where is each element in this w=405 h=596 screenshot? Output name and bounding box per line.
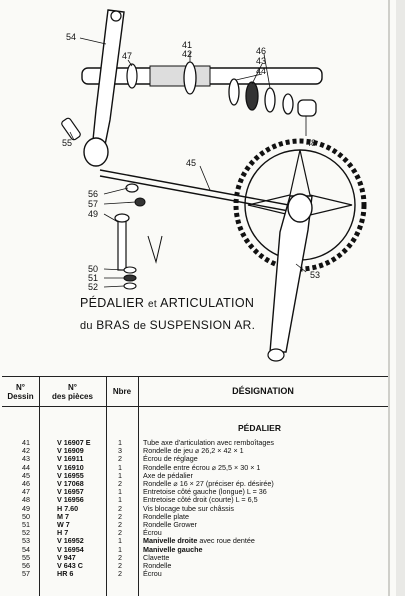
callout-57: 57 [88, 199, 99, 209]
cell-quantity: 1 [118, 470, 122, 480]
cell-quantity: 2 [118, 503, 122, 513]
cell-quantity: 2 [118, 552, 122, 562]
cell-piece-number: V 643 C [57, 561, 83, 570]
table-header-rule [2, 406, 388, 407]
callout-50: 50 [88, 264, 99, 274]
callout-48: 48 [306, 138, 317, 148]
table-top-rule [2, 376, 388, 377]
part-42-washer [283, 94, 293, 114]
designation-text: Entretoise côté droit (courte) L = 6,5 [143, 495, 258, 505]
cell-quantity: 2 [118, 528, 122, 538]
designation-bold: Manivelle gauche [143, 544, 203, 554]
callout-56: 56 [88, 189, 99, 199]
designation-text: Entretoise côté gauche (longue) L = 36 [143, 487, 267, 497]
designation-bold: Manivelle droite [143, 536, 198, 546]
part-57-nut [135, 198, 145, 206]
callout-42: 42 [182, 49, 193, 59]
cell-quantity: 1 [118, 536, 122, 546]
cell-dessin: 45 [22, 470, 30, 480]
callout-45: 45 [186, 158, 197, 168]
part-50-washer [124, 267, 136, 273]
left-crank-boss [84, 138, 108, 166]
callout-46: 46 [256, 46, 267, 56]
cell-piece-number: M 7 [57, 511, 69, 521]
designation-text: Écrou [143, 569, 162, 579]
cell-dessin: 43 [22, 454, 30, 464]
callout-54: 54 [66, 32, 77, 42]
part-52-nut [124, 283, 136, 289]
callout-44: 44 [256, 66, 267, 76]
cell-piece-number: V 16907 E [57, 438, 91, 447]
callout-52: 52 [88, 282, 99, 292]
designation-text: Tube axe d'articulation avec remboîtages [143, 438, 274, 447]
cell-dessin: 42 [22, 446, 30, 456]
cell-quantity: 2 [118, 511, 122, 521]
part-41-washer [184, 62, 196, 94]
title-word-pedalier: PÉDALIER [80, 296, 145, 310]
cell-piece-number: HR 6 [57, 569, 74, 579]
part-51-washer [124, 275, 136, 281]
designation-text: Axe de pédalier [143, 470, 193, 480]
cell-piece-number: V 16911 [57, 454, 84, 464]
section-title: PÉDALIER [238, 423, 281, 433]
cell-dessin: 52 [22, 528, 30, 538]
title-word-du: du [80, 320, 93, 332]
designation-text: Rondelle Grower [143, 520, 197, 529]
callout-41: 41 [182, 40, 193, 50]
cell-piece-number: H 7 [57, 528, 69, 538]
title-word-de: de [133, 320, 147, 332]
cell-dessin: 44 [22, 462, 30, 472]
diagram-title-line1 [80, 296, 254, 310]
cell-dessin: 47 [22, 487, 30, 497]
designation-text: Clavette [143, 552, 170, 562]
cell-quantity: 2 [118, 454, 122, 464]
callout-53: 53 [310, 270, 321, 280]
cell-quantity: 1 [118, 487, 122, 497]
designation-text: Rondelle plate [143, 511, 189, 521]
header-pieces: N° des pièces [52, 383, 93, 401]
cell-designation [143, 570, 162, 578]
designation-text: avec roue dentée [199, 536, 255, 546]
part-43-nut [246, 82, 258, 110]
cell-quantity: 1 [118, 438, 122, 447]
cell-dessin: 41 [22, 438, 30, 447]
right-pedal-hole [268, 349, 284, 361]
tube-shading [150, 66, 210, 86]
cell-dessin: 54 [22, 544, 30, 554]
cell-piece-number: V 16957 [57, 487, 84, 497]
cell-piece-number: V 17068 [57, 479, 84, 488]
part-44-washer [229, 79, 239, 105]
cell-piece-number: V 16955 [57, 470, 84, 480]
part-46-washer [265, 88, 275, 112]
cell-quantity: 2 [118, 569, 122, 579]
table-row [2, 570, 388, 578]
cell-quantity: 2 [118, 479, 122, 488]
cell-dessin: 48 [22, 495, 30, 505]
title-word-bras: BRAS [96, 318, 131, 332]
callout-43: 43 [256, 56, 267, 66]
cell-quantity: 1 [118, 462, 122, 472]
cell-dessin: 49 [22, 503, 30, 513]
designation-text: Vis blocage tube sur châssis [143, 503, 234, 513]
designation-text: Rondelle de jeu ⌀ 26,2 × 42 × 1 [143, 446, 244, 456]
page-edge [396, 0, 405, 596]
designation-text: Rondelle ⌀ 16 × 27 (préciser ép. désirée) [143, 479, 274, 488]
cell-quantity: 1 [118, 544, 122, 554]
cell-piece-number: V 16954 [57, 544, 84, 554]
callout-55: 55 [62, 138, 73, 148]
designation-text: Rondelle entre écrou ⌀ 25,5 × 30 × 1 [143, 462, 261, 472]
cell-piece-number: H 7.60 [57, 503, 79, 513]
page-edge-line [388, 0, 390, 596]
cell-dessin: 56 [22, 561, 30, 570]
parts-table [2, 376, 388, 596]
cell-dessin: 57 [22, 569, 30, 579]
part-48-spacer [298, 100, 316, 116]
cell-piece-number: W 7 [57, 520, 70, 529]
designation-text: Écrou [143, 528, 162, 538]
designation-text: Écrou de réglage [143, 454, 198, 464]
cell-dessin: 53 [22, 536, 30, 546]
pedal-hole [111, 11, 121, 21]
part-47-spacer [127, 64, 137, 88]
header-designation: DÉSIGNATION [232, 386, 294, 396]
cell-piece-number: V 947 [57, 552, 76, 562]
cell-piece-number: V 16909 [57, 446, 84, 456]
title-word-articulation: ARTICULATION [160, 296, 255, 310]
cell-piece-number: V 16956 [57, 495, 84, 505]
cell-dessin: 50 [22, 511, 30, 521]
cell-quantity: 3 [118, 446, 122, 456]
title-word-et: et [148, 299, 157, 310]
cell-piece-number: V 16910 [57, 462, 84, 472]
diagram-title-line2 [80, 318, 255, 332]
cell-quantity: 2 [118, 520, 122, 529]
cell-quantity: 1 [118, 495, 122, 505]
frame-bracket [148, 236, 162, 262]
header-nbre: Nbre [112, 387, 132, 396]
part-49-bolt [118, 218, 126, 270]
callout-49: 49 [88, 209, 99, 219]
callout-47: 47 [122, 51, 133, 61]
callout-51: 51 [88, 273, 99, 283]
cell-dessin: 55 [22, 552, 30, 562]
cell-quantity: 2 [118, 561, 122, 570]
title-word-suspension: SUSPENSION AR. [149, 318, 256, 332]
cell-dessin: 51 [22, 520, 30, 529]
designation-text: Rondelle [143, 561, 172, 570]
header-dessin: N° Dessin [7, 383, 34, 401]
cell-dessin: 46 [22, 479, 30, 488]
cell-piece-number: V 16952 [57, 536, 84, 546]
